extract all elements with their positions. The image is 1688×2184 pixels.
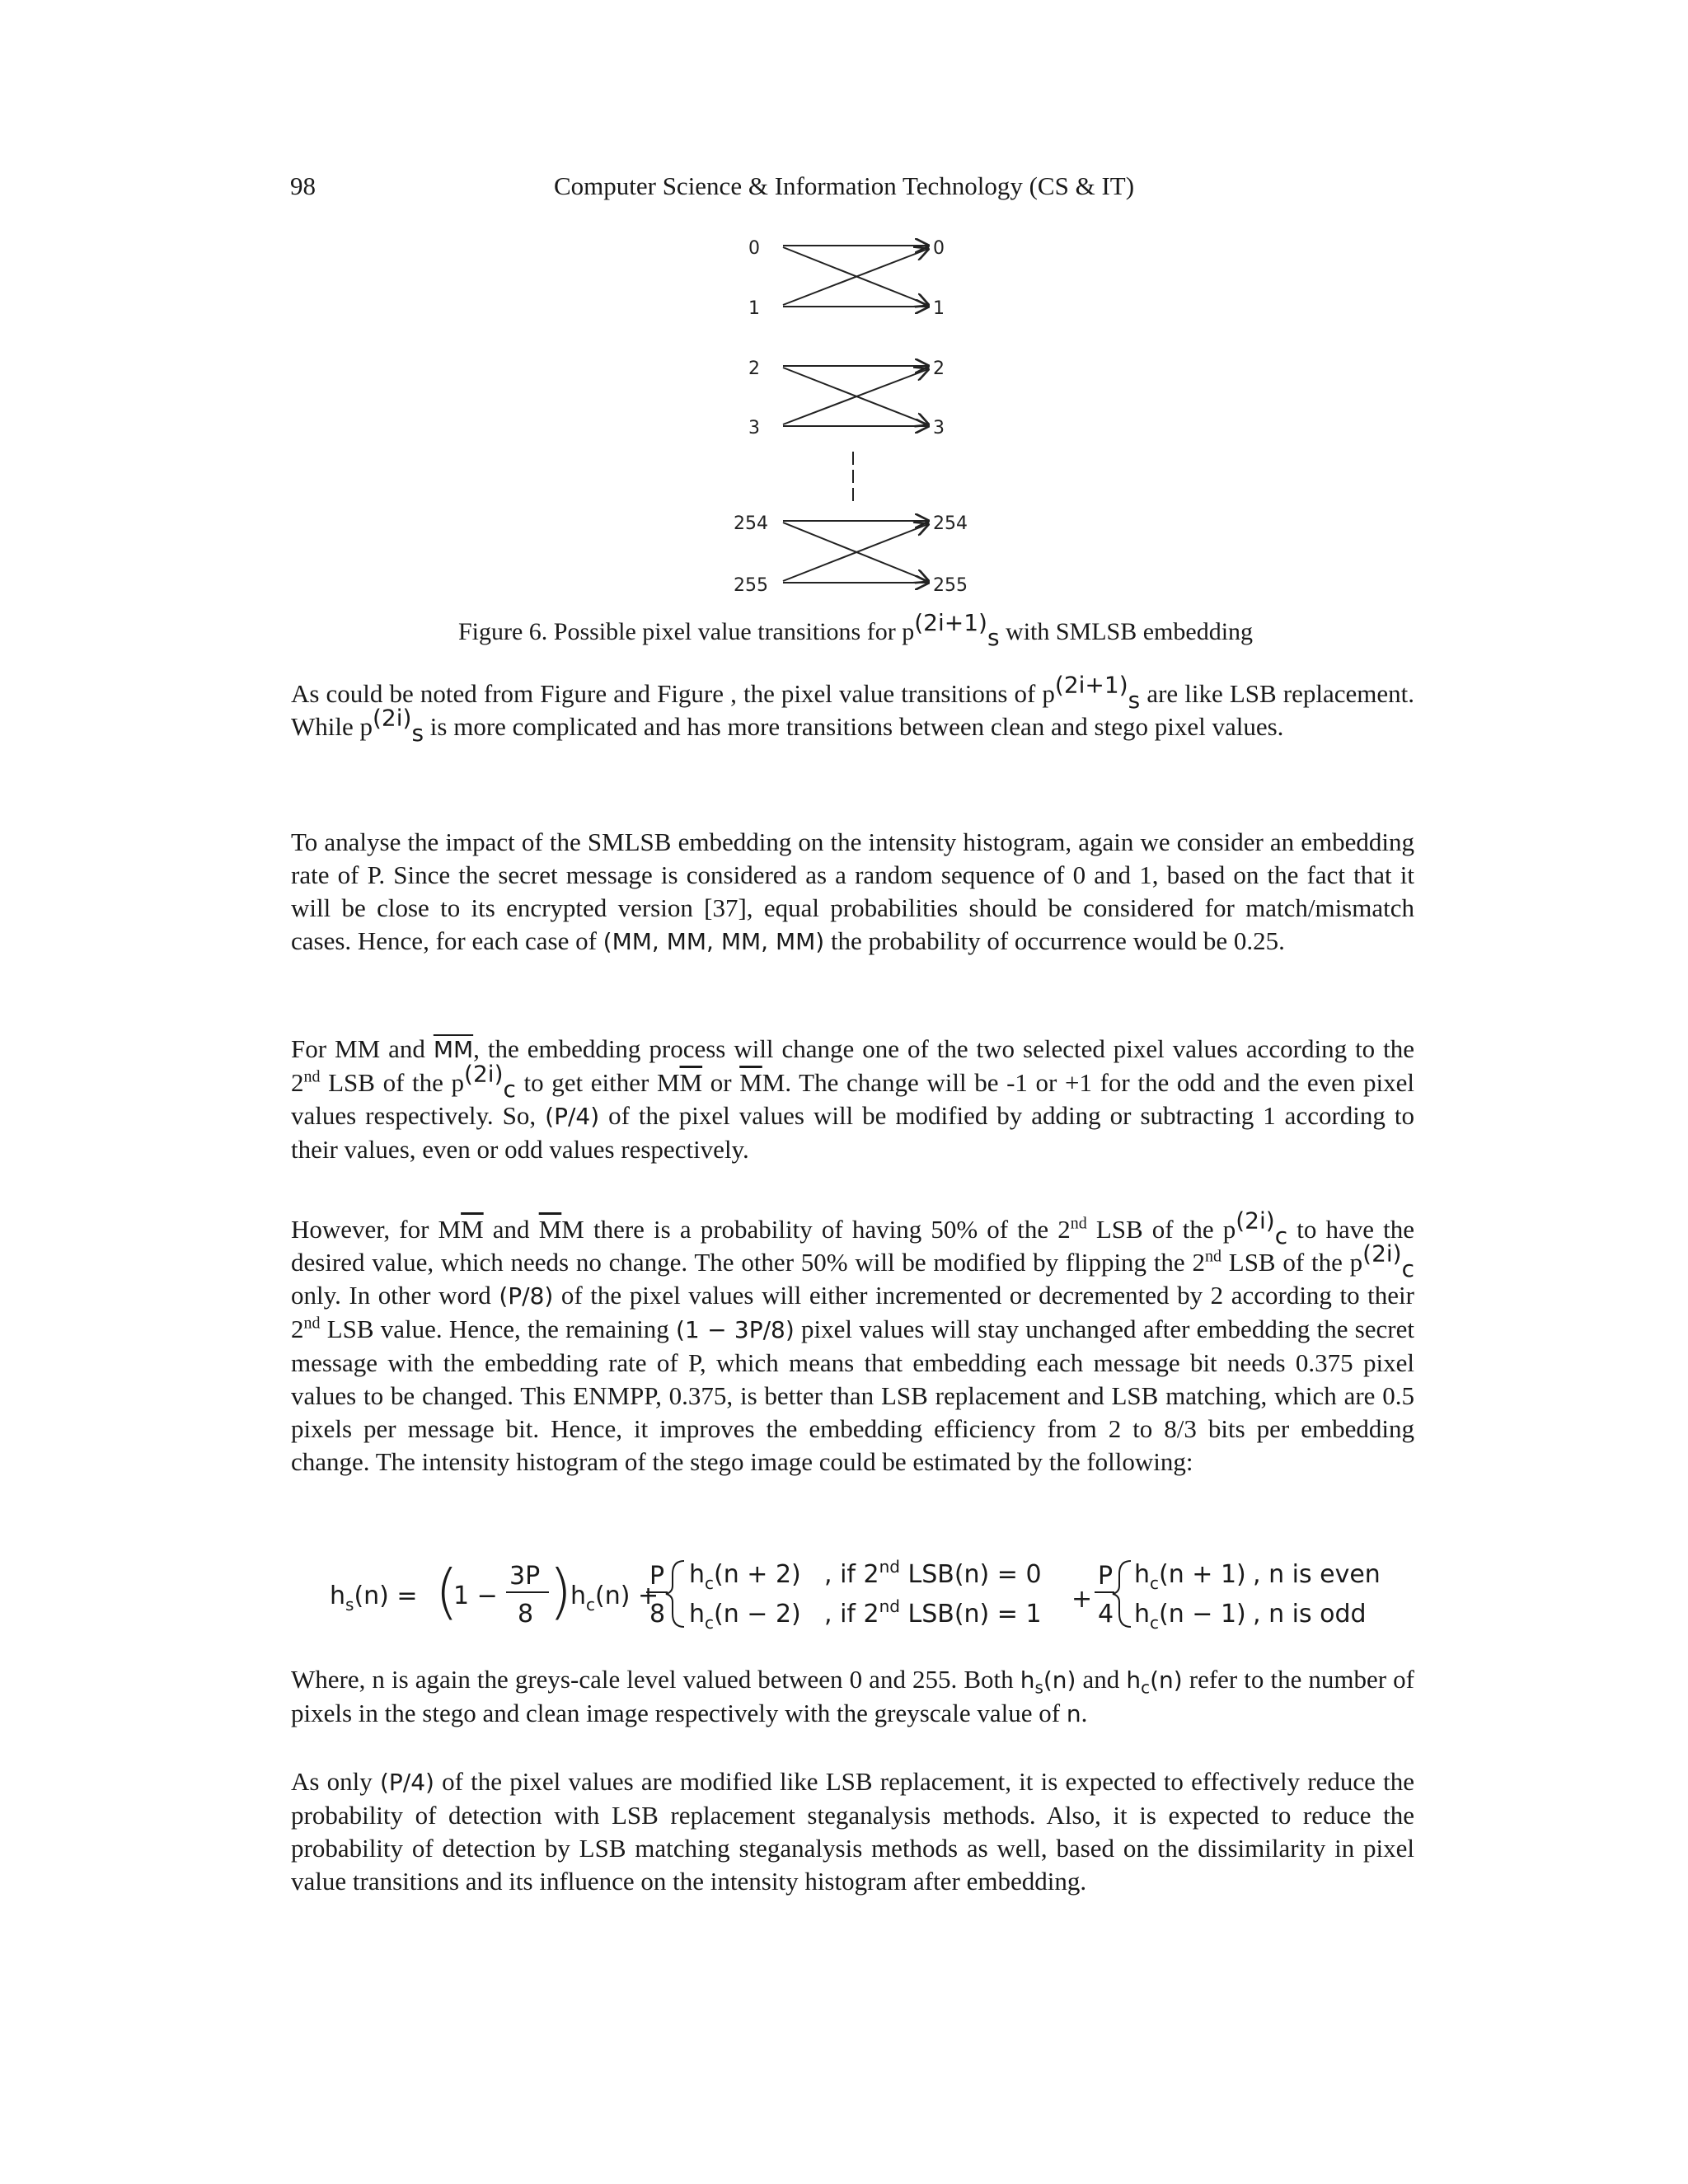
right-label-255: 255 [933, 575, 968, 593]
svg-text:, n is even: , n is even [1253, 1560, 1381, 1589]
running-header: Computer Science & Information Technology (CS & IT) [553, 171, 1135, 200]
svg-text:hc(n − 2): $h_c(n - 2)$ [689, 1600, 801, 1633]
svg-text:hc(n) +: $h_c(n)$ + [570, 1582, 659, 1615]
svg-text:hc(n + 1): $h_c(n + 1)$ [1134, 1560, 1246, 1593]
left-label-1: 1 [748, 298, 760, 319]
svg-text:P: P [1098, 1562, 1114, 1591]
svg-text:8: 8 [649, 1600, 666, 1629]
svg-text:, if 2nd LSB(n) = 0: , if 2nd LSB(n) = 0 [824, 1557, 1042, 1589]
left-label-2: 2 [748, 359, 760, 379]
svg-text:3P: 3P [509, 1562, 541, 1591]
match-cases: (MM, MM, MM, MM) [603, 928, 825, 955]
right-label-254: 254 [933, 513, 968, 534]
right-label-0: 0 [933, 238, 945, 259]
left-label-255: 255 [734, 575, 768, 593]
svg-text:hs(n) =: $h_s(n)$ = [330, 1582, 418, 1615]
paragraph-6: As only (P/4) of the pixel values are modified like LSB replacement, it is expected to effectively reduce the probability of detection with LSB replacement steganalysis methods. Also, it is expected to reduce the probability of detection by LSB matching steganalysis methods as well, based on the dissimilarity in pixel value transitions and its influence on the intensity histogram after embedding. [291, 1767, 1414, 1896]
paragraph-5: Where, n is again the greys-cale level valued between 0 and 255. Both $h_s(n)$ and $h_c(n)$ refer to the number of pixels in the stego and clean image respectively with the greyscale value of n. [291, 1665, 1414, 1727]
svg-text:P: P [649, 1562, 665, 1591]
left-label-0: 0 [748, 238, 760, 259]
left-label-254: 254 [734, 513, 768, 534]
right-label-3: 3 [933, 418, 945, 438]
figure-caption: Figure 6. Possible pixel value transitions for $p^{(2i+1)}_s$ with SMLSB embedding [457, 609, 1254, 651]
right-label-2: 2 [933, 359, 945, 379]
paragraph-3: For MM and $\overline{MM}$, the embedding process will change one of the two selected pixel values according to the 2nd LSB of the $p^{(2i)}_c$ to get either $M\overline{M}$ or $\overline{M}M$. The change will be -1 or +1 for the odd and the even pixel values respectively. So, (P/4) of the pixel values will be modified by adding or subtracting 1 according to their values, even or odd values respectively. [291, 1034, 1415, 1164]
svg-text:8: 8 [518, 1600, 534, 1629]
svg-text:(: ( [435, 1557, 459, 1626]
svg-text:1 −: 1 − [453, 1582, 498, 1610]
paragraph-2: To analyse the impact of the SMLSB embedding on the intensity histogram, again we consider an embedding rate of P. Since the secret message is considered as a random sequence of 0 and 1, based on the fact that it will be close to its encrypted version [37], equal probabilities should be considered for match/mismatch cases. Hence, for each case of (MM, MM, MM, MM) the probability of occurrence would be 0.25. [291, 827, 1414, 955]
page-number: 98 [290, 171, 316, 200]
histogram-equation [330, 1549, 1418, 1640]
right-label-1: 1 [933, 298, 945, 319]
svg-text:4: 4 [1098, 1600, 1114, 1629]
svg-text:): ) [549, 1557, 573, 1626]
svg-text:, if 2nd LSB(n) = 1: , if 2nd LSB(n) = 1 [824, 1596, 1042, 1629]
paragraph-1: As could be noted from Figure and Figure , the pixel value transitions of $p^{(2i+1)}_s$ are like LSB replacement. While $p^{(2i)}_s$ is more complicated and has more transitions between clean and stego pixel values. [291, 671, 1414, 748]
transition-diagram [725, 231, 973, 593]
svg-text:, n is odd: , n is odd [1253, 1600, 1367, 1629]
svg-text:hc(n − 1): $h_c(n - 1)$ [1134, 1600, 1246, 1633]
paragraph-4: However, for $M\overline{M}$ and $\overline{M}M$ there is a probability of having 50% of the 2nd LSB of the $p^{(2i)}_c$ to have the desired value, which needs no change. The other 50% will be modified by flipping the 2nd LSB of the $p^{(2i)}_c$ only. In other word (P/8) of the pixel values will either incremented or decremented by 2 according to their 2nd LSB value. Hence, the remaining (1 − 3P/8) pixel values will stay unchanged after embedding the secret message with the embedding rate of P, which means that embedding each message bit needs 0.375 pixel values to be changed. This ENMPP, 0.375, is better than LSB replacement and LSB matching, which are 0.5 pixels per message bit. Hence, it improves the embedding efficiency from 2 to 8/3 bits per embedding change. The intensity histogram of the stego image could be estimated by the following: [291, 1207, 1415, 1476]
left-label-3: 3 [748, 418, 760, 438]
svg-text:+: + [1071, 1585, 1093, 1614]
svg-text:hc(n + 2): $h_c(n + 2)$ [689, 1560, 801, 1593]
